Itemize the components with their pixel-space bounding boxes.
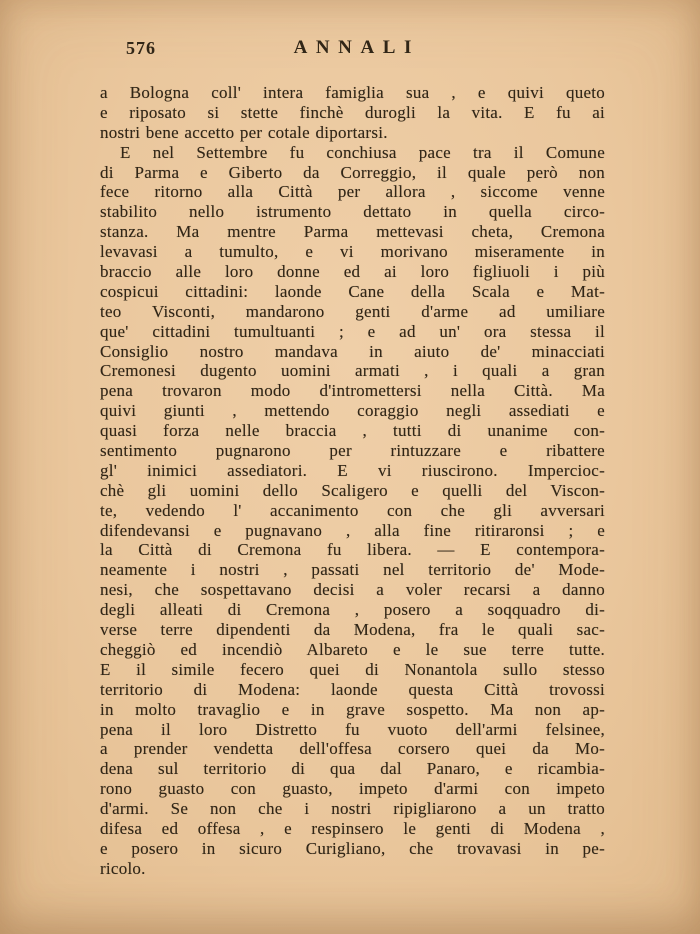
text-line: e riposato si stette finchè durogli la vita. E fu ai xyxy=(100,102,605,122)
text-line: levavasi a tumulto, e vi morivano miseramente in xyxy=(100,242,605,262)
text-line: chè gli uomini dello Scaligero e quelli del Viscon- xyxy=(100,480,605,500)
text-line: pena trovaron modo d'intromettersi nella Città. Ma xyxy=(100,381,605,401)
text-line: verse terre dipendenti da Modena, fra le quali sac- xyxy=(100,620,605,640)
body-text xyxy=(100,83,605,879)
text-line: te, vedendo l' accanimento con che gli avversari xyxy=(100,500,605,520)
text-line: stabilito nello istrumento dettato in quella circo- xyxy=(100,202,605,222)
text-line: la Città di Cremona fu libera. — E contempora- xyxy=(100,540,605,560)
text-line: neamente i nostri , passati nel territorio de' Mode- xyxy=(100,560,605,580)
text-line: stanza. Ma mentre Parma mettevasi cheta, Cremona xyxy=(100,222,605,242)
text-line: degli alleati di Cremona , posero a soqquadro di- xyxy=(100,600,605,620)
text-line: que' cittadini tumultuanti ; e ad un' ora stessa il xyxy=(100,321,605,341)
text-line: pena il loro Distretto fu vuoto dell'armi felsinee, xyxy=(100,719,605,739)
text-line: E nel Settembre fu conchiusa pace tra il Comune xyxy=(120,142,605,162)
text-line: difesa ed offesa , e respinsero le genti di Modena , xyxy=(100,818,605,838)
text-line: e posero in sicuro Curigliano, che trovavasi in pe- xyxy=(100,838,605,858)
text-line: cospicui cittadini: laonde Cane della Scala e Mat- xyxy=(100,281,605,301)
text-line: cheggiò ed incendiò Albareto e le sue terre tutte. xyxy=(100,639,605,659)
text-line: braccio alle loro donne ed ai loro figliuoli i più xyxy=(100,262,605,282)
text-line: territorio di Modena: laonde questa Città trovossi xyxy=(100,679,605,699)
text-line: sentimento pugnarono per rintuzzare e ribattere xyxy=(100,441,605,461)
text-line: d'armi. Se non che i nostri ripigliarono a un tratto xyxy=(100,799,605,819)
text-line: teo Visconti, mandarono genti d'arme ad umiliare xyxy=(100,301,605,321)
page-header xyxy=(100,37,605,59)
text-line: Cremonesi dugento uomini armati , i quali a gran xyxy=(100,361,605,381)
text-line: quasi forza nelle braccia , tutti di unanime con- xyxy=(100,421,605,441)
text-line: gl' inimici assediatori. E vi riuscirono. Impercioc- xyxy=(100,460,605,480)
text-line: rono guasto con guasto, impeto d'armi con impeto xyxy=(100,779,605,799)
page-number: 576 xyxy=(126,38,156,58)
text-line: ricolo. xyxy=(100,858,146,878)
text-line: quivi giunti , mettendo coraggio negli assediati e xyxy=(100,401,605,421)
text-line: in molto travaglio e in grave sospetto. Ma non ap- xyxy=(100,699,605,719)
text-line: Consiglio nostro mandava in aiuto de' minacciati xyxy=(100,341,605,361)
text-line: di Parma e Giberto da Correggio, il quale però non xyxy=(100,162,605,182)
text-line: dena sul territorio di qua dal Panaro, e ricambia- xyxy=(100,759,605,779)
page-title: ANNALI xyxy=(293,37,420,58)
text-line: nostri bene accetto per cotale diportarsi. xyxy=(100,122,388,142)
text-line: E il simile fecero quei di Nonantola sullo stesso xyxy=(100,659,605,679)
text-line: nesi, che sospettavano decisi a voler recarsi a danno xyxy=(100,580,605,600)
text-line: fece ritorno alla Città per allora , siccome venne xyxy=(100,182,605,202)
text-line: a prender vendetta dell'offesa corsero quei da Mo- xyxy=(100,739,605,759)
text-line: difendevansi e pugnavano , alla fine ritiraronsi ; e xyxy=(100,520,605,540)
text-line: a Bologna coll' intera famiglia sua , e quivi queto xyxy=(100,83,605,102)
